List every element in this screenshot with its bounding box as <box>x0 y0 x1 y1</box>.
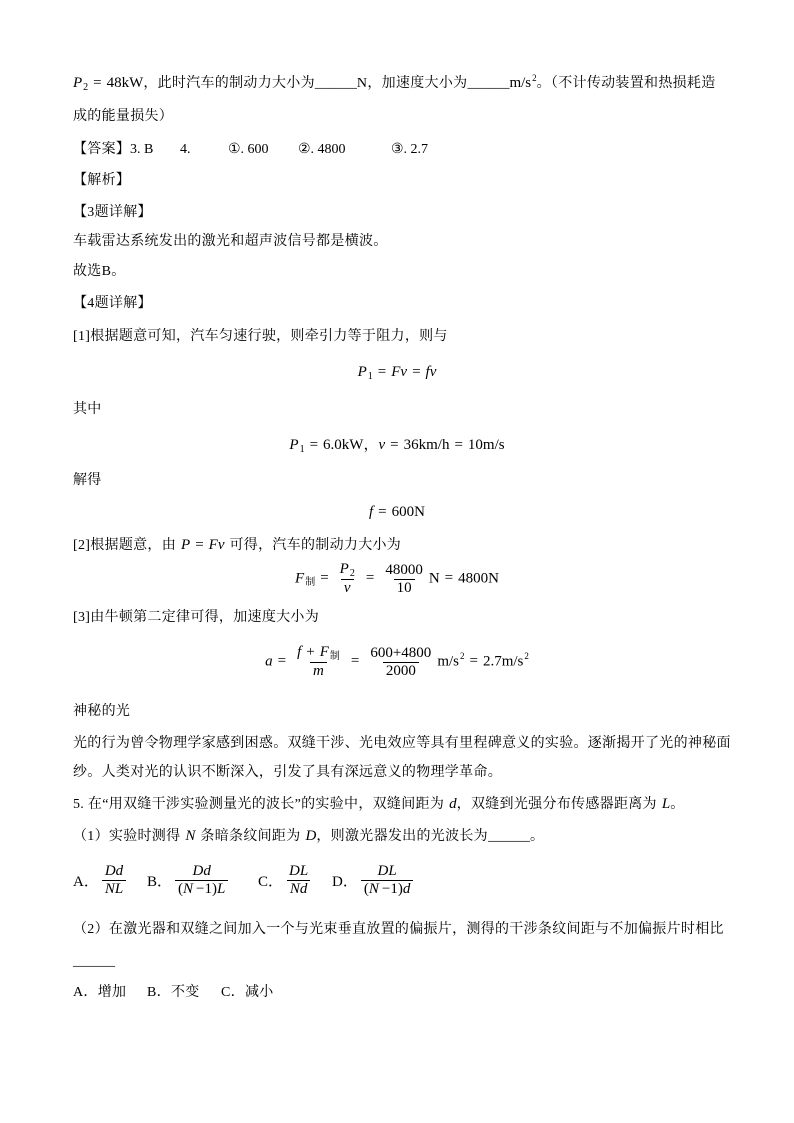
acceleration-result: 2.7m/s <box>482 653 524 670</box>
fraction-denominator: Nd <box>287 880 311 898</box>
section-title: 神秘的光 <box>73 704 131 719</box>
force-symbol: F <box>295 570 305 587</box>
power-p2-expression <box>73 75 143 91</box>
option-fraction <box>286 863 311 898</box>
resistance-value: 600N <box>391 504 425 520</box>
minus-one: −1 <box>196 881 212 897</box>
equals-sign: = <box>390 437 399 453</box>
power-symbol: P <box>357 364 367 380</box>
fraction-numeric <box>367 645 434 680</box>
velocity-symbol: v <box>378 437 386 453</box>
power-value: 6.0kW <box>323 437 364 453</box>
fraction-numerator: DL <box>289 863 309 879</box>
option-label: A． <box>73 874 99 890</box>
right-paren: ) <box>212 881 217 897</box>
answer-q3: 3. B <box>130 142 154 157</box>
question-4-stem-line-1 <box>73 73 716 95</box>
stem-text: 。 <box>670 797 685 812</box>
answer-label: 【答案】 <box>73 142 131 157</box>
q4-heading: 【4题详解】 <box>73 296 152 311</box>
question-4-stem-line-2: 成的能量损失） <box>73 109 174 124</box>
resistance-product: fv <box>425 364 437 380</box>
power-subscript: 1 <box>299 444 305 455</box>
power-symbol: P <box>289 437 299 453</box>
stem-text: 5. 在“用双缝干涉实验测量光的波长”的实验中，双缝间距为 <box>73 797 445 812</box>
equals-sign: = <box>378 504 387 520</box>
fraction-numerator: Dd <box>104 863 124 879</box>
stem-text: ，双缝到光强分布传感器距离为 <box>456 797 657 812</box>
acceleration-unit <box>509 75 536 91</box>
unit-exponent: 2 <box>460 651 465 662</box>
question-5-part-2: （2）在激光器和双缝之间加入一个与光束垂直放置的偏振片，测得的干涉条纹间距与不加偏振片时相比 <box>73 922 724 937</box>
answer-blank-acceleration: ______ <box>467 76 510 91</box>
option-fraction <box>102 863 126 898</box>
part-text: 。 <box>529 829 545 844</box>
option-a <box>73 863 129 898</box>
solve-label: 解得 <box>73 473 102 488</box>
answer-line <box>0 140 794 160</box>
equals-sign: = <box>309 437 319 453</box>
section-paragraph-line-2: 纱。人类对光的认识不断深入，引发了具有深远意义的物理学革命。 <box>73 765 502 780</box>
fringe-count-symbol: N <box>368 881 379 897</box>
fraction-numerator: 48000 <box>385 561 423 578</box>
answer-blank: ______ <box>487 829 530 844</box>
fraction-denominator: NL <box>102 880 126 898</box>
option-label: C． <box>258 874 284 890</box>
screen-distance-symbol: L <box>661 796 671 812</box>
resistance-symbol: f <box>297 644 302 660</box>
power-subscript: 2 <box>83 82 89 93</box>
stem-text: ，此时汽车的制动力大小为 <box>143 76 315 91</box>
option-increase: A．增加 <box>73 985 127 1000</box>
fraction-denominator: 10 <box>394 579 415 597</box>
equals-sign: = <box>412 364 421 380</box>
fringe-count-symbol: N <box>185 828 196 844</box>
force-symbol: F <box>319 644 329 660</box>
fraction-denominator: 2000 <box>383 662 419 680</box>
where-label: 其中 <box>73 402 102 417</box>
unit-text: m/s <box>509 75 532 91</box>
power-subscript: 2 <box>349 568 355 579</box>
fringe-count-symbol: N <box>183 881 194 897</box>
stem-text: 。（不计传动装置和热损耗造 <box>536 76 716 91</box>
option-unchanged: B．不变 <box>147 985 200 1000</box>
analysis-label: 【解析】 <box>73 173 131 188</box>
q3-heading: 【3题详解】 <box>73 205 152 220</box>
fraction-numerator: 600+4800 <box>370 644 432 661</box>
equals-sign: = <box>444 570 454 587</box>
fraction-numerator <box>337 561 358 579</box>
answer-q4-part1: ①. 600 <box>228 142 269 157</box>
q3-explanation: 车载雷达系统发出的激光和超声波信号都是横波。 <box>73 234 388 249</box>
q4-step-3: [3]由牛顿第二定律可得，加速度大小为 <box>73 610 320 625</box>
screen-distance-symbol: L <box>217 881 226 897</box>
acceleration-unit: m/s <box>437 653 459 670</box>
fraction-denominator: v <box>341 579 354 597</box>
option-fraction <box>361 863 413 898</box>
equals-sign: = <box>377 364 387 380</box>
fraction-numerator: Dd <box>192 863 211 879</box>
inline-formula <box>181 537 224 553</box>
option-label: D． <box>332 874 358 890</box>
option-d <box>332 863 416 898</box>
fraction-denominator <box>361 880 413 898</box>
fraction-numerator <box>294 644 343 662</box>
part-text: （1）实验时测得 <box>73 829 181 844</box>
answer-blank-force: ______ <box>314 76 357 91</box>
equals-sign: = <box>320 570 329 587</box>
part-text: ，则激光器发出的光波长为 <box>316 829 488 844</box>
equals-sign: = <box>195 537 204 553</box>
resistance-symbol: f <box>369 504 374 520</box>
fringe-distance-symbol: D <box>305 828 317 844</box>
formula-given-values <box>0 435 794 457</box>
question-5-part-1 <box>73 826 544 847</box>
equals-sign: = <box>454 437 463 453</box>
power-symbol: P <box>181 537 191 553</box>
formula-power-balance <box>0 362 794 384</box>
part-text: 条暗条纹间距为 <box>200 829 301 844</box>
velocity-si: 10m/s <box>467 437 505 453</box>
power-symbol: P <box>339 561 349 577</box>
option-decrease: C．减小 <box>221 985 274 1000</box>
unit-exponent: 2 <box>524 651 529 662</box>
power-subscript: 1 <box>367 371 373 382</box>
fraction-denominator: m <box>310 662 327 680</box>
slit-spacing-symbol: d <box>449 796 457 812</box>
question-5-stem <box>73 794 685 815</box>
traction-product: Fv <box>208 537 225 553</box>
section-paragraph-line-1: 光的行为曾令物理学家感到困惑。双缝干涉、光电效应等具有里程碑意义的实验。逐渐揭开了光的神秘面 <box>73 736 731 751</box>
equals-sign: = <box>93 75 102 91</box>
q4-step-2 <box>73 535 401 556</box>
stem-text: N，加速度大小为 <box>356 76 468 91</box>
power-symbol: P <box>73 75 83 91</box>
part-2-options <box>0 983 794 1003</box>
fraction-numerator: DL <box>377 863 397 879</box>
equals-sign: = <box>469 653 478 670</box>
acceleration-symbol: a <box>265 653 273 670</box>
answer-blank: ______ <box>73 954 115 969</box>
plus-sign: + <box>306 644 315 660</box>
fraction-power-over-velocity <box>337 561 358 597</box>
answer-q4-part2: ②. 4800 <box>298 142 346 157</box>
minus-one: −1 <box>381 881 398 897</box>
option-c <box>258 863 314 898</box>
force-result: 4800N <box>458 570 499 587</box>
part-1-options <box>0 863 794 899</box>
force-subscript: 制 <box>305 577 316 589</box>
force-subscript: 制 <box>329 651 340 662</box>
equals-sign: = <box>277 653 287 670</box>
formula-braking-force <box>0 561 794 597</box>
formula-resistance-result <box>0 502 794 522</box>
separator: ， <box>363 437 379 453</box>
step-text: [2]根据题意，由 <box>73 538 177 553</box>
step-text: 可得，汽车的制动力大小为 <box>229 538 402 553</box>
traction-product: Fv <box>391 364 408 380</box>
force-unit: N <box>428 570 440 587</box>
fraction-denominator <box>175 880 228 898</box>
fraction-force-over-mass <box>294 644 343 680</box>
option-b <box>147 863 231 898</box>
left-paren: ( <box>178 881 184 897</box>
q3-choice: 故选B。 <box>73 264 126 279</box>
option-label: B． <box>147 874 173 890</box>
left-paren: ( <box>363 881 369 897</box>
right-paren: ) <box>397 881 403 897</box>
answer-q4-part3: ③. 2.7 <box>391 142 429 157</box>
option-fraction <box>175 863 228 898</box>
formula-acceleration <box>0 644 794 680</box>
fraction-numeric <box>382 562 426 597</box>
answer-q4: 4. <box>180 142 191 157</box>
equals-sign: = <box>365 570 375 587</box>
power-value: 48kW <box>106 75 144 91</box>
q4-step-1: [1]根据题意可知，汽车匀速行驶，则牵引力等于阻力，则与 <box>73 329 448 344</box>
velocity-kmh: 36km/h <box>403 437 450 453</box>
equals-sign: = <box>350 653 360 670</box>
slit-spacing-symbol: d <box>402 881 411 897</box>
unit-exponent: 2 <box>532 73 537 83</box>
